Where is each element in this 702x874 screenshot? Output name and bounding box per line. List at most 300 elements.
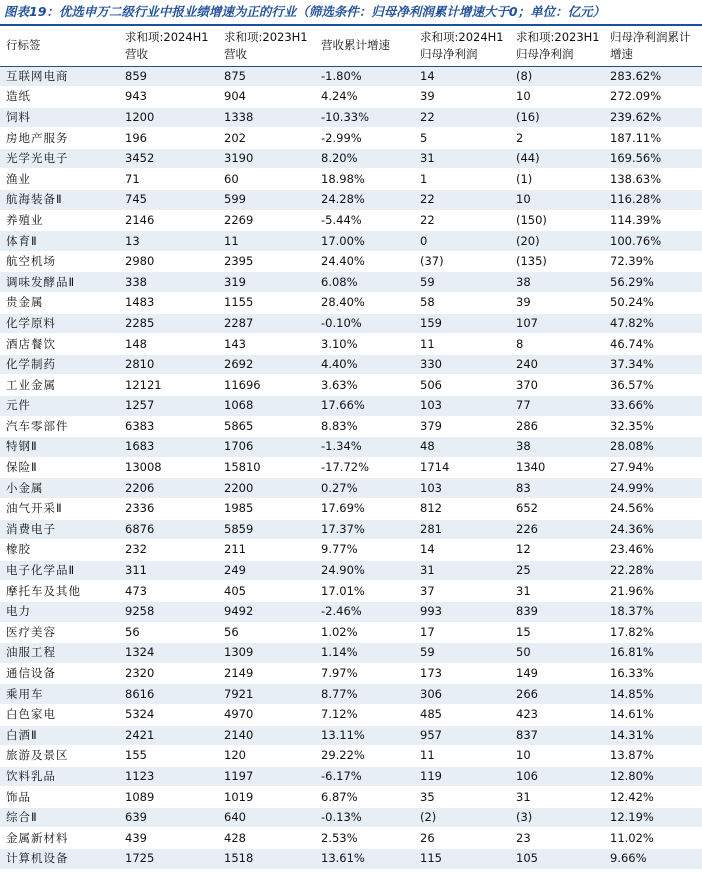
column-header-line: 营收累计增速 <box>321 38 390 53</box>
value-cell: 28.40% <box>315 293 414 314</box>
value-cell: 3.63% <box>315 375 414 396</box>
table-row <box>0 169 702 190</box>
value-cell: 859 <box>119 66 218 87</box>
value-cell: 8 <box>510 334 604 355</box>
value-cell: -6.17% <box>315 766 414 787</box>
value-cell: 2140 <box>218 725 315 746</box>
value-cell: 2206 <box>119 478 218 499</box>
industry-name-cell: 渔业 <box>0 169 119 190</box>
value-cell: 24.40% <box>315 251 414 272</box>
value-cell: (135) <box>510 251 604 272</box>
value-cell: 2320 <box>119 663 218 684</box>
value-cell: 2200 <box>218 478 315 499</box>
table-header <box>0 26 702 66</box>
value-cell: 10 <box>510 190 604 211</box>
value-cell: 24.99% <box>604 478 702 499</box>
industry-name-cell: 饮料乳品 <box>0 766 119 787</box>
value-cell: (2) <box>414 807 510 828</box>
industry-name-cell: 航海装备Ⅱ <box>0 190 119 211</box>
value-cell: 100.76% <box>604 231 702 252</box>
value-cell: 1985 <box>218 498 315 519</box>
value-cell: 17.66% <box>315 396 414 417</box>
value-cell: 50.24% <box>604 293 702 314</box>
table-row <box>0 437 702 458</box>
value-cell: 8.77% <box>315 684 414 705</box>
value-cell: 106 <box>510 766 604 787</box>
value-cell: 281 <box>414 519 510 540</box>
value-cell: 1197 <box>218 766 315 787</box>
table-row <box>0 251 702 272</box>
value-cell: 37 <box>414 581 510 602</box>
value-cell: 9492 <box>218 601 315 622</box>
value-cell: 39 <box>510 293 604 314</box>
value-cell: 14 <box>414 66 510 87</box>
industry-name-cell: 化学制药 <box>0 354 119 375</box>
value-cell: 35 <box>414 787 510 808</box>
table-row <box>0 478 702 499</box>
value-cell: 9.77% <box>315 540 414 561</box>
value-cell: 249 <box>218 560 315 581</box>
table-row <box>0 66 702 87</box>
value-cell: 12.19% <box>604 807 702 828</box>
value-cell: 11.02% <box>604 828 702 849</box>
value-cell: 2395 <box>218 251 315 272</box>
value-cell: 14 <box>414 540 510 561</box>
value-cell: 599 <box>218 190 315 211</box>
value-cell: (8) <box>510 66 604 87</box>
industry-name-cell: 饲料 <box>0 107 119 128</box>
table-row <box>0 807 702 828</box>
value-cell: 3190 <box>218 148 315 169</box>
value-cell: 1123 <box>119 766 218 787</box>
value-cell: 36.57% <box>604 375 702 396</box>
value-cell: 116.28% <box>604 190 702 211</box>
value-cell: 12.42% <box>604 787 702 808</box>
value-cell: 2285 <box>119 313 218 334</box>
value-cell: 875 <box>218 66 315 87</box>
value-cell: 15 <box>510 622 604 643</box>
value-cell: 59 <box>414 272 510 293</box>
table-row <box>0 272 702 293</box>
column-header-line: 求和项:2024H1 <box>125 29 209 44</box>
table-row <box>0 128 702 149</box>
value-cell: 56 <box>218 622 315 643</box>
industry-name-cell: 电力 <box>0 601 119 622</box>
value-cell: 17.00% <box>315 231 414 252</box>
value-cell: 50 <box>510 643 604 664</box>
value-cell: 379 <box>414 416 510 437</box>
column-header-line: 营收 <box>125 46 148 61</box>
value-cell: 138.63% <box>604 169 702 190</box>
value-cell: 103 <box>414 478 510 499</box>
value-cell: 7.97% <box>315 663 414 684</box>
value-cell: (37) <box>414 251 510 272</box>
value-cell: 83 <box>510 478 604 499</box>
value-cell: 428 <box>218 828 315 849</box>
value-cell: 60 <box>218 169 315 190</box>
value-cell: (16) <box>510 107 604 128</box>
value-cell: 11 <box>414 746 510 767</box>
value-cell: 14.61% <box>604 704 702 725</box>
value-cell: 2421 <box>119 725 218 746</box>
value-cell: 17.82% <box>604 622 702 643</box>
value-cell: 22.28% <box>604 560 702 581</box>
table-row <box>0 684 702 705</box>
table-row <box>0 313 702 334</box>
table-row <box>0 293 702 314</box>
value-cell: 13.11% <box>315 725 414 746</box>
value-cell: -5.44% <box>315 210 414 231</box>
value-cell: 2692 <box>218 354 315 375</box>
value-cell: 33.66% <box>604 396 702 417</box>
value-cell: 1019 <box>218 787 315 808</box>
table-row <box>0 498 702 519</box>
value-cell: 120 <box>218 746 315 767</box>
value-cell: 10 <box>510 746 604 767</box>
value-cell: 31 <box>510 581 604 602</box>
value-cell: 11 <box>218 231 315 252</box>
value-cell: 115 <box>414 849 510 870</box>
table-row <box>0 581 702 602</box>
value-cell: 839 <box>510 601 604 622</box>
table-row <box>0 334 702 355</box>
table-row <box>0 828 702 849</box>
value-cell: 6.87% <box>315 787 414 808</box>
value-cell: 1340 <box>510 457 604 478</box>
value-cell: 24.56% <box>604 498 702 519</box>
value-cell: 1324 <box>119 643 218 664</box>
table-row <box>0 663 702 684</box>
value-cell: 14.31% <box>604 725 702 746</box>
value-cell: (20) <box>510 231 604 252</box>
industry-name-cell: 饰品 <box>0 787 119 808</box>
value-cell: 330 <box>414 354 510 375</box>
value-cell: 9258 <box>119 601 218 622</box>
value-cell: 16.81% <box>604 643 702 664</box>
industry-name-cell: 消费电子 <box>0 519 119 540</box>
value-cell: 32.35% <box>604 416 702 437</box>
value-cell: 12121 <box>119 375 218 396</box>
value-cell: 1.14% <box>315 643 414 664</box>
industry-name-cell: 汽车零部件 <box>0 416 119 437</box>
table-row <box>0 643 702 664</box>
value-cell: 6876 <box>119 519 218 540</box>
table-row <box>0 107 702 128</box>
value-cell: 22 <box>414 210 510 231</box>
column-header-line: 求和项:2024H1 <box>420 29 504 44</box>
industry-table <box>0 26 702 870</box>
value-cell: 6.08% <box>315 272 414 293</box>
value-cell: 39 <box>414 87 510 108</box>
industry-name-cell: 摩托车及其他 <box>0 581 119 602</box>
table-row <box>0 354 702 375</box>
industry-name-cell: 白酒Ⅱ <box>0 725 119 746</box>
value-cell: 12.80% <box>604 766 702 787</box>
value-cell: 18.37% <box>604 601 702 622</box>
industry-name-cell: 互联网电商 <box>0 66 119 87</box>
figure-title: 图表19：优选申万二级行业中报业绩增速为正的行业（筛选条件：归母净利润累计增速大于0；单位：亿元） <box>0 0 702 26</box>
value-cell: 6383 <box>119 416 218 437</box>
value-cell: 266 <box>510 684 604 705</box>
table-row <box>0 231 702 252</box>
value-cell: 1725 <box>119 849 218 870</box>
value-cell: 26 <box>414 828 510 849</box>
table-row <box>0 148 702 169</box>
value-cell: -2.46% <box>315 601 414 622</box>
column-header <box>315 26 414 66</box>
value-cell: 1068 <box>218 396 315 417</box>
value-cell: 1257 <box>119 396 218 417</box>
table-row <box>0 787 702 808</box>
value-cell: -1.80% <box>315 66 414 87</box>
value-cell: 473 <box>119 581 218 602</box>
column-header <box>414 26 510 66</box>
value-cell: 1.02% <box>315 622 414 643</box>
value-cell: 59 <box>414 643 510 664</box>
value-cell: 439 <box>119 828 218 849</box>
industry-name-cell: 体育Ⅱ <box>0 231 119 252</box>
value-cell: 3452 <box>119 148 218 169</box>
value-cell: 12 <box>510 540 604 561</box>
value-cell: 957 <box>414 725 510 746</box>
value-cell: 485 <box>414 704 510 725</box>
value-cell: 8616 <box>119 684 218 705</box>
table-row <box>0 601 702 622</box>
column-header <box>0 26 119 66</box>
industry-name-cell: 房地产服务 <box>0 128 119 149</box>
industry-name-cell: 工业金属 <box>0 375 119 396</box>
value-cell: 24.36% <box>604 519 702 540</box>
value-cell: 159 <box>414 313 510 334</box>
table-row <box>0 849 702 870</box>
value-cell: -0.13% <box>315 807 414 828</box>
value-cell: 8.83% <box>315 416 414 437</box>
value-cell: 23.46% <box>604 540 702 561</box>
value-cell: 1338 <box>218 107 315 128</box>
column-header <box>218 26 315 66</box>
value-cell: 13 <box>119 231 218 252</box>
value-cell: 15810 <box>218 457 315 478</box>
value-cell: 7921 <box>218 684 315 705</box>
table-row <box>0 622 702 643</box>
value-cell: 1518 <box>218 849 315 870</box>
value-cell: 38 <box>510 437 604 458</box>
value-cell: 11 <box>414 334 510 355</box>
value-cell: 24.90% <box>315 560 414 581</box>
industry-name-cell: 光学光电子 <box>0 148 119 169</box>
value-cell: -2.99% <box>315 128 414 149</box>
table-row <box>0 210 702 231</box>
industry-name-cell: 元件 <box>0 396 119 417</box>
column-header-line: 归母净利润累计 <box>610 29 691 44</box>
value-cell: (44) <box>510 148 604 169</box>
value-cell: (3) <box>510 807 604 828</box>
value-cell: 311 <box>119 560 218 581</box>
value-cell: 31 <box>510 787 604 808</box>
value-cell: 9.66% <box>604 849 702 870</box>
value-cell: 812 <box>414 498 510 519</box>
table-row <box>0 87 702 108</box>
value-cell: 17.69% <box>315 498 414 519</box>
value-cell: 1 <box>414 169 510 190</box>
table-row <box>0 746 702 767</box>
value-cell: 17.37% <box>315 519 414 540</box>
value-cell: 103 <box>414 396 510 417</box>
industry-name-cell: 金属新材料 <box>0 828 119 849</box>
industry-name-cell: 乘用车 <box>0 684 119 705</box>
industry-name-cell: 保险Ⅱ <box>0 457 119 478</box>
value-cell: 639 <box>119 807 218 828</box>
value-cell: 640 <box>218 807 315 828</box>
value-cell: 2287 <box>218 313 315 334</box>
value-cell: 4.40% <box>315 354 414 375</box>
value-cell: 27.94% <box>604 457 702 478</box>
value-cell: 202 <box>218 128 315 149</box>
value-cell: 187.11% <box>604 128 702 149</box>
value-cell: 71 <box>119 169 218 190</box>
value-cell: 837 <box>510 725 604 746</box>
column-header <box>604 26 702 66</box>
value-cell: 143 <box>218 334 315 355</box>
value-cell: 1683 <box>119 437 218 458</box>
value-cell: 5859 <box>218 519 315 540</box>
value-cell: 16.33% <box>604 663 702 684</box>
value-cell: 338 <box>119 272 218 293</box>
value-cell: 28.08% <box>604 437 702 458</box>
value-cell: 993 <box>414 601 510 622</box>
value-cell: 1200 <box>119 107 218 128</box>
value-cell: 13.61% <box>315 849 414 870</box>
value-cell: 56 <box>119 622 218 643</box>
value-cell: (1) <box>510 169 604 190</box>
value-cell: 114.39% <box>604 210 702 231</box>
value-cell: 211 <box>218 540 315 561</box>
table-row <box>0 766 702 787</box>
table-row <box>0 375 702 396</box>
value-cell: 47.82% <box>604 313 702 334</box>
value-cell: 4970 <box>218 704 315 725</box>
column-header-line: 行标签 <box>6 38 41 53</box>
value-cell: 23 <box>510 828 604 849</box>
value-cell: -1.34% <box>315 437 414 458</box>
value-cell: 46.74% <box>604 334 702 355</box>
value-cell: 7.12% <box>315 704 414 725</box>
industry-name-cell: 航空机场 <box>0 251 119 272</box>
value-cell: 22 <box>414 190 510 211</box>
value-cell: 31 <box>414 148 510 169</box>
industry-name-cell: 酒店餐饮 <box>0 334 119 355</box>
value-cell: 2146 <box>119 210 218 231</box>
value-cell: 4.24% <box>315 87 414 108</box>
value-cell: 286 <box>510 416 604 437</box>
value-cell: 5324 <box>119 704 218 725</box>
value-cell: 272.09% <box>604 87 702 108</box>
industry-name-cell: 综合Ⅱ <box>0 807 119 828</box>
table-row <box>0 416 702 437</box>
value-cell: 1714 <box>414 457 510 478</box>
column-header-line: 求和项:2023H1 <box>224 29 308 44</box>
table-row <box>0 457 702 478</box>
value-cell: 58 <box>414 293 510 314</box>
value-cell: 1483 <box>119 293 218 314</box>
value-cell: 1155 <box>218 293 315 314</box>
table-row <box>0 190 702 211</box>
value-cell: -0.10% <box>315 313 414 334</box>
industry-name-cell: 旅游及景区 <box>0 746 119 767</box>
value-cell: 107 <box>510 313 604 334</box>
column-header-line: 增速 <box>610 46 633 61</box>
value-cell: 3.10% <box>315 334 414 355</box>
value-cell: 2 <box>510 128 604 149</box>
industry-name-cell: 通信设备 <box>0 663 119 684</box>
industry-name-cell: 调味发酵品Ⅱ <box>0 272 119 293</box>
value-cell: 240 <box>510 354 604 375</box>
value-cell: 196 <box>119 128 218 149</box>
value-cell: 37.34% <box>604 354 702 375</box>
industry-name-cell: 医疗美容 <box>0 622 119 643</box>
value-cell: 72.39% <box>604 251 702 272</box>
column-header-line: 求和项:2023H1 <box>516 29 600 44</box>
table-row <box>0 560 702 581</box>
value-cell: 652 <box>510 498 604 519</box>
value-cell: 2269 <box>218 210 315 231</box>
table-row <box>0 725 702 746</box>
industry-name-cell: 小金属 <box>0 478 119 499</box>
value-cell: 13008 <box>119 457 218 478</box>
value-cell: 306 <box>414 684 510 705</box>
value-cell: 2810 <box>119 354 218 375</box>
column-header <box>119 26 218 66</box>
column-header <box>510 26 604 66</box>
value-cell: -10.33% <box>315 107 414 128</box>
value-cell: 232 <box>119 540 218 561</box>
value-cell: 506 <box>414 375 510 396</box>
industry-name-cell: 造纸 <box>0 87 119 108</box>
column-header-line: 归母净利润 <box>420 46 478 61</box>
value-cell: 10 <box>510 87 604 108</box>
value-cell: 22 <box>414 107 510 128</box>
value-cell: 21.96% <box>604 581 702 602</box>
value-cell: 105 <box>510 849 604 870</box>
value-cell: 2.53% <box>315 828 414 849</box>
column-header-line: 归母净利润 <box>516 46 574 61</box>
value-cell: 405 <box>218 581 315 602</box>
value-cell: 173 <box>414 663 510 684</box>
industry-name-cell: 橡胶 <box>0 540 119 561</box>
value-cell: 48 <box>414 437 510 458</box>
industry-name-cell: 计算机设备 <box>0 849 119 870</box>
value-cell: 38 <box>510 272 604 293</box>
value-cell: 8.20% <box>315 148 414 169</box>
table-row <box>0 396 702 417</box>
value-cell: 155 <box>119 746 218 767</box>
value-cell: 169.56% <box>604 148 702 169</box>
value-cell: 745 <box>119 190 218 211</box>
value-cell: 5865 <box>218 416 315 437</box>
value-cell: 423 <box>510 704 604 725</box>
value-cell: 319 <box>218 272 315 293</box>
value-cell: 2336 <box>119 498 218 519</box>
value-cell: 13.87% <box>604 746 702 767</box>
table-row <box>0 704 702 725</box>
value-cell: -17.72% <box>315 457 414 478</box>
table-row <box>0 519 702 540</box>
value-cell: 0 <box>414 231 510 252</box>
value-cell: 226 <box>510 519 604 540</box>
value-cell: 77 <box>510 396 604 417</box>
value-cell: 25 <box>510 560 604 581</box>
industry-name-cell: 养殖业 <box>0 210 119 231</box>
